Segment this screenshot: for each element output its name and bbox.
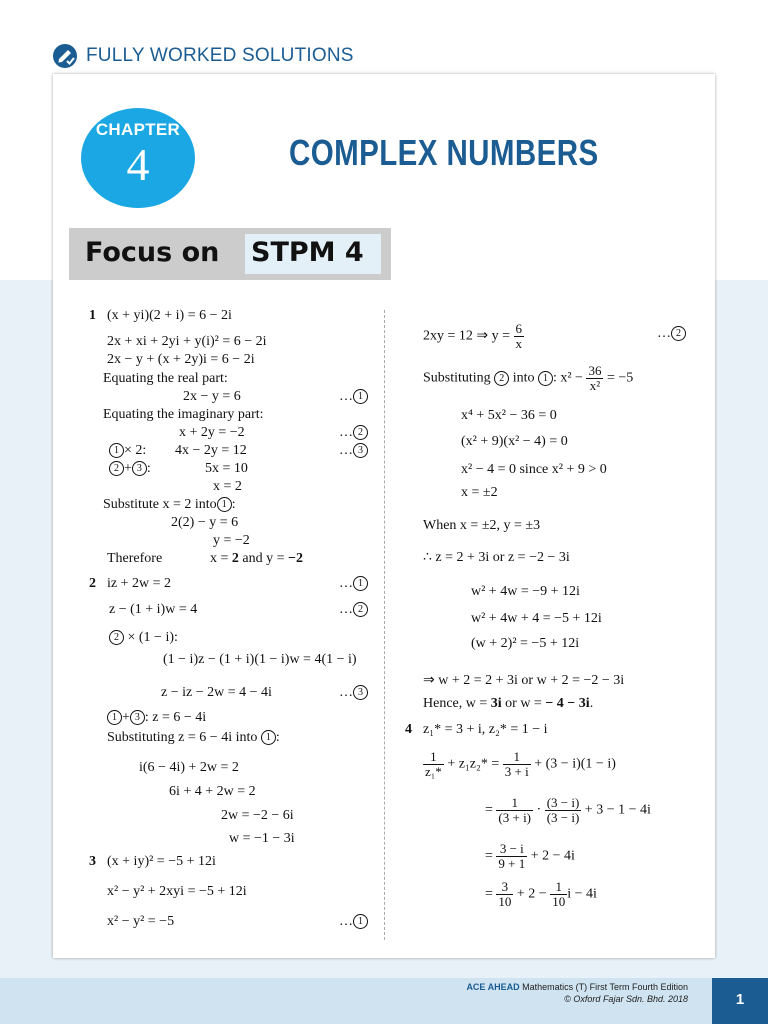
chapter-label: CHAPTER xyxy=(95,120,181,139)
q2-line-4: (1 − i)z − (1 + i)(1 − i)w = 4(1 − i) xyxy=(163,652,357,667)
r-line-6: x = ±2 xyxy=(461,485,498,500)
q2-line-8: i(6 − 4i) + 2w = 2 xyxy=(139,760,239,775)
q1-line-14a: Therefore xyxy=(107,551,163,566)
q4-line-4: = $\frac{3 - i}{9 + 1}$ + 2 − 4i xyxy=(485,841,575,871)
circled-one: 1 xyxy=(353,914,368,929)
focus-tag-text: STPM 4 xyxy=(251,237,364,268)
q3-line-3: x² − y² = −5 xyxy=(107,914,175,929)
q2-line-2: z − (1 + i)w = 4 xyxy=(109,602,198,617)
q1-line-8: 4x − 2y = 12 xyxy=(175,443,247,458)
solution-card xyxy=(53,74,715,958)
r-line-4: (x² + 9)(x² − 4) = 0 xyxy=(461,434,568,449)
q3-line-2: x² − y² + 2xyi = −5 + 12i xyxy=(107,884,247,899)
q1-line-11 xyxy=(103,497,236,513)
q4-line-3: = $\frac{1}{(3 + i)}$ · $\frac{(3 - i)}{(3 - i)}$ + 3 − 1 − 4i xyxy=(485,795,651,825)
q2-line-7: Substituting z = 6 − 4i into 1 : xyxy=(107,730,280,745)
q1-line-1: (x + yi)(2 + i) = 6 − 2i xyxy=(107,308,232,323)
q1-line-8a: × 2: xyxy=(124,443,147,458)
footer-copyright: © Oxford Fajar Sdn. Bhd. 2018 xyxy=(564,994,688,1004)
q1-line-9-label: 2 + 3 : xyxy=(109,461,151,477)
equation-ref-3: … 3 xyxy=(339,685,368,701)
q1-line-5: 2x − y = 6 xyxy=(183,389,241,404)
equation-ref-2: … 2 xyxy=(657,326,686,342)
q1-line-6: Equating the imaginary part: xyxy=(103,407,264,422)
q1-line-9a: + xyxy=(124,461,132,476)
focus-prefix: Focus on xyxy=(85,237,220,268)
r-line-12: ⇒ w + 2 = 2 + 3i or w + 2 = −2 − 3i xyxy=(423,673,625,688)
q1-line-7: x + 2y = −2 xyxy=(179,425,245,440)
q2-line-5: z − iz − 2w = 4 − 4i xyxy=(161,685,272,700)
r-line-9: w² + 4w = −9 + 12i xyxy=(471,584,580,599)
circled-two: 2 xyxy=(353,602,368,617)
q2-line-10: 2w = −2 − 6i xyxy=(221,808,294,823)
circled-one: 1 xyxy=(261,730,276,745)
q2-line-3: 2 × (1 − i): xyxy=(109,630,178,646)
q4-line-2: $\frac{1}{\text{z₁*}}$ + z₁z₂* = $\frac{1}{3 + i}$ + (3 − i)(1 − i) xyxy=(425,749,616,779)
r-line-2: Substituting 2 into 1 : x² − $\frac{36}{\text{x²}}$ = −5 xyxy=(423,363,634,393)
circled-two: 2 xyxy=(109,630,124,645)
circled-two: 2 xyxy=(109,461,124,476)
focus-banner xyxy=(69,228,391,280)
question-number-1: 1 xyxy=(89,308,96,323)
circled-two: 2 xyxy=(671,326,686,341)
circled-three: 3 xyxy=(132,461,147,476)
q2-line-6: 1 + 3 : z = 6 − 4i xyxy=(107,710,206,726)
equation-ref-1: … 1 xyxy=(339,576,368,592)
pen-check-icon xyxy=(52,43,78,69)
r-line-11: (w + 2)² = −5 + 12i xyxy=(471,636,580,651)
q2-line-9: 6i + 4 + 2w = 2 xyxy=(169,784,256,799)
circled-two: 2 xyxy=(353,425,368,440)
q3-line-1: (x + iy)² = −5 + 12i xyxy=(107,854,216,869)
header xyxy=(52,40,354,72)
circled-three: 3 xyxy=(353,685,368,700)
q2-line-1: iz + 2w = 2 xyxy=(107,576,172,591)
fraction-6-over-x: $\frac{6}{x}$ xyxy=(515,321,523,351)
q1-line-12: 2(2) − y = 6 xyxy=(171,515,239,530)
chapter-number: 4 xyxy=(126,139,150,190)
question-number-2: 2 xyxy=(89,576,96,591)
equation-ref-2 xyxy=(339,425,368,441)
r-line-13: Hence, w = 3i or w = − 4 − 3i. xyxy=(423,696,594,711)
chapter-badge xyxy=(81,108,195,208)
circled-one: 1 xyxy=(217,497,232,512)
equation-ref-2: … 2 xyxy=(339,602,368,618)
circled-three: 3 xyxy=(130,710,145,725)
circled-one: 1 xyxy=(353,576,368,591)
r-line-10: w² + 4w + 4 = −5 + 12i xyxy=(471,611,602,626)
r-line-8: ∴ z = 2 + 3i or z = −2 − 3i xyxy=(423,550,570,565)
circled-three: 3 xyxy=(353,443,368,458)
q2-line-11: w = −1 − 3i xyxy=(229,831,295,846)
q1-line-2: 2x + xi + 2yi + y(i)² = 6 − 2i xyxy=(107,334,267,349)
question-number-3: 3 xyxy=(89,854,96,869)
equation-ref-1 xyxy=(339,389,368,405)
q4-line-5: = $\frac{3}{10}$ + 2 − $\frac{1}{10}$ i − 4i xyxy=(485,879,597,909)
chapter-title: COMPLEX NUMBERS xyxy=(289,132,599,173)
equation-ref-1: … 1 xyxy=(339,914,368,930)
column-divider xyxy=(384,310,385,940)
question-number-4: 4 xyxy=(405,722,412,737)
q1-line-11b: : xyxy=(231,497,236,512)
q1-line-10: x = 2 xyxy=(213,479,242,494)
q1-line-3: 2x − y + (x + 2y)i = 6 − 2i xyxy=(107,352,255,367)
circled-one: 1 xyxy=(353,389,368,404)
focus-tag xyxy=(245,234,381,274)
q4-line-1: z₁* = 3 + i, z₂* = 1 − i xyxy=(423,722,548,737)
r-line-1: 2xy = 12 ⇒ y = $\frac{6}{x}$ xyxy=(423,321,523,351)
page-number: 1 xyxy=(712,978,768,1024)
circled-one: 1 xyxy=(107,710,122,725)
circled-two: 2 xyxy=(494,371,509,386)
fraction-36-over-x2: $\frac{36}{\text{x²}}$ xyxy=(588,363,602,393)
q1-conclusion: x = 2 and y = −2 xyxy=(210,551,303,566)
q1-line-11a: Substitute x = 2 into xyxy=(103,497,217,512)
q1-line-4: Equating the real part: xyxy=(103,371,228,386)
r-line-7: When x = ±2, y = ±3 xyxy=(423,518,541,533)
circled-one: 1 xyxy=(109,443,124,458)
footer xyxy=(0,978,768,1024)
r-line-5: x² − 4 = 0 since x² + 9 > 0 xyxy=(461,462,607,477)
q1-line-8-label xyxy=(109,443,146,459)
header-title: FULLY WORKED SOLUTIONS xyxy=(86,45,354,66)
q1-line-13: y = −2 xyxy=(213,533,250,548)
circled-one: 1 xyxy=(538,371,553,386)
equation-ref-3 xyxy=(339,443,368,459)
r-line-3: x⁴ + 5x² − 36 = 0 xyxy=(461,408,557,423)
footer-book-title: ACE AHEAD Mathematics (T) First Term Fourth Edition xyxy=(466,982,688,992)
ref-dots: … xyxy=(339,425,353,440)
ref-dots: … xyxy=(339,389,353,404)
q1-line-9: 5x = 10 xyxy=(205,461,248,476)
ref-dots: … xyxy=(339,443,353,458)
